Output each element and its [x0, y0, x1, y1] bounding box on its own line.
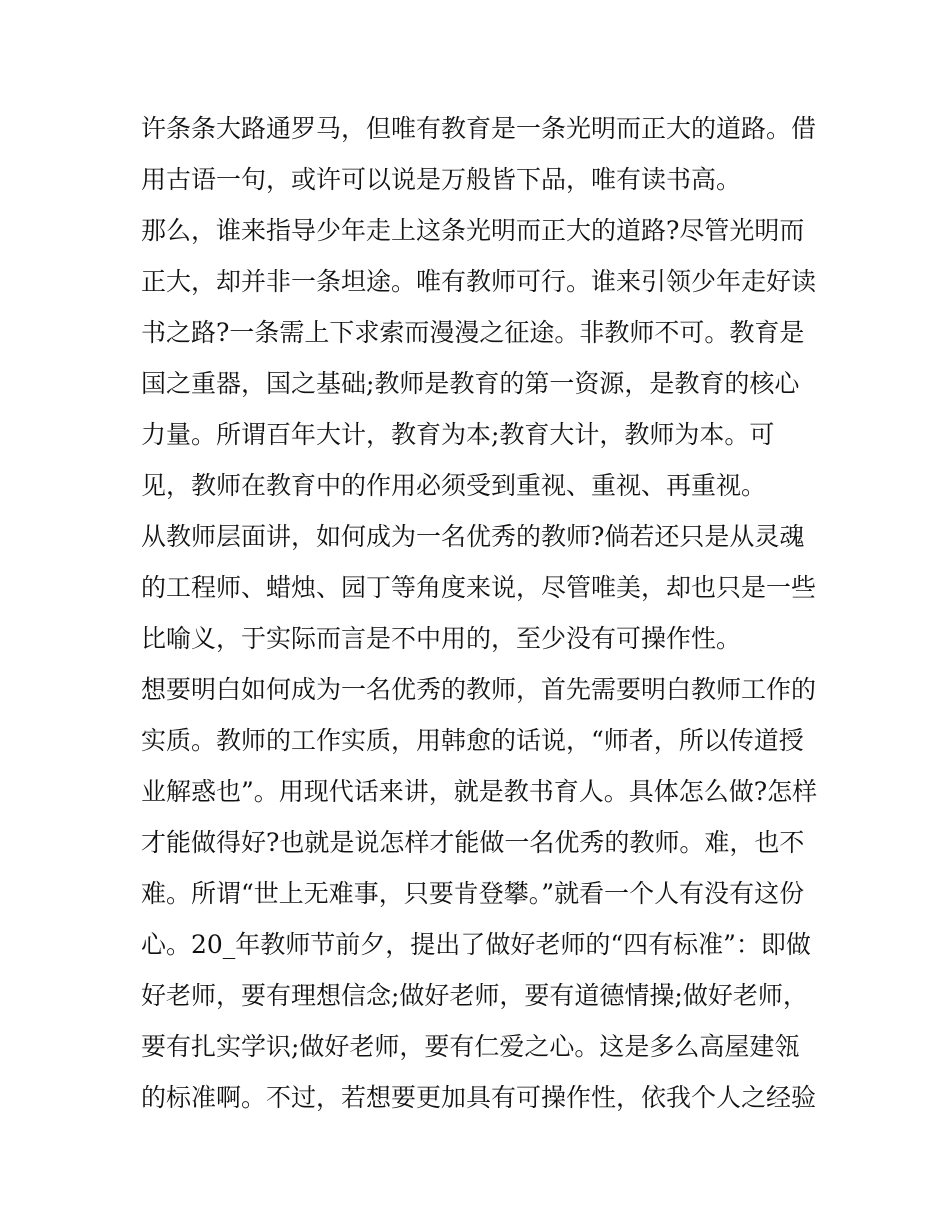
text-line: 好老师，要有理想信念;做好老师，要有道德情操;做好老师，	[141, 981, 808, 1010]
text-line: 实质。教师的工作实质，用韩愈的话说，“师者，所以传道授	[141, 726, 804, 755]
text-line: 想要明白如何成为一名优秀的教师，首先需要明白教师工作的	[141, 675, 817, 704]
text-line: 正大，却并非一条坦途。唯有教师可行。谁来引领少年走好读	[141, 267, 817, 296]
text-line: 的工程师、蜡烛、园丁等角度来说，尽管唯美，却也只是一些	[141, 573, 817, 602]
text-line: 的标准啊。不过，若想要更加具有可操作性，依我个人之经验	[141, 1083, 817, 1112]
text-line: 用古语一句，或许可以说是万般皆下品，唯有读书高。	[141, 165, 742, 194]
text-line: 比喻义，于实际而言是不中用的，至少没有可操作性。	[141, 624, 742, 653]
text-line: 业解惑也”。用现代话来讲，就是教书育人。具体怎么做?怎样	[141, 777, 818, 806]
text-line: 国之重器，国之基础;教师是教育的第一资源，是教育的核心	[141, 369, 800, 398]
text-line: 见，教师在教育中的作用必须受到重视、重视、再重视。	[141, 471, 767, 500]
text-line: 难。所谓“世上无难事，只要肯登攀。”就看一个人有没有这份	[141, 879, 805, 908]
text-line: 才能做得好?也就是说怎样才能做一名优秀的教师。难，也不	[141, 828, 805, 857]
body-text	[141, 103, 821, 1123]
text-line: 许条条大路通罗马，但唯有教育是一条光明而正大的道路。借	[141, 114, 817, 143]
text-line: 心。20_年教师节前夕，提出了做好老师的“四有标准”：即做	[141, 930, 811, 959]
text-line: 书之路?一条需上下求索而漫漫之征途。非教师不可。教育是	[141, 318, 805, 347]
text-line: 要有扎实学识;做好老师，要有仁爱之心。这是多么高屋建瓴	[141, 1032, 800, 1061]
text-line: 那么，谁来指导少年走上这条光明而正大的道路?尽管光明而	[141, 216, 805, 245]
text-line: 从教师层面讲，如何成为一名优秀的教师?倘若还只是从灵魂	[141, 522, 805, 551]
text-line: 力量。所谓百年大计，教育为本;教育大计，教师为本。可	[141, 420, 775, 449]
